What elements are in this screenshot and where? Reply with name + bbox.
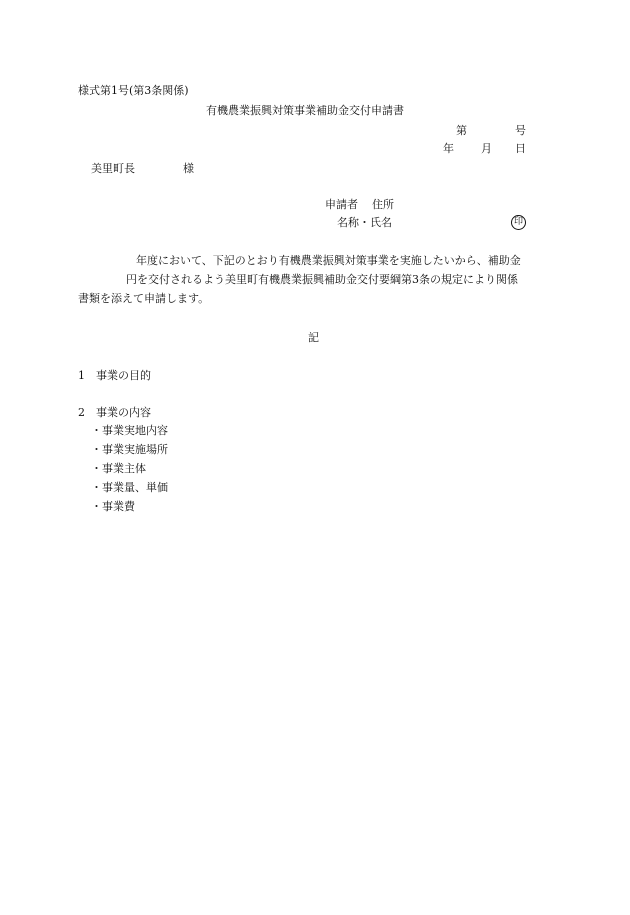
body-line-3: 書類を添えて申請します。 bbox=[78, 292, 210, 305]
doc-number-suffix: 号 bbox=[515, 124, 526, 137]
body-line-1: 年度において、下記のとおり有機農業振興対策事業を実施したいから、補助金 bbox=[136, 254, 521, 267]
list-item: ・事業費 bbox=[91, 500, 135, 513]
date-day-label: 日 bbox=[515, 142, 526, 155]
addressee-honorific: 様 bbox=[183, 162, 194, 175]
list-item: ・事業量、単価 bbox=[91, 481, 168, 494]
list-item: ・事業実地内容 bbox=[91, 424, 168, 437]
date-month-label: 月 bbox=[481, 142, 492, 155]
body-line-2: 円を交付されるよう美里町有機農業振興補助金交付要綱第3条の規定により関係 bbox=[126, 273, 518, 286]
list-item: ・事業主体 bbox=[91, 462, 146, 475]
applicant-name-label: 名称・氏名 bbox=[337, 216, 392, 229]
section-2-contents: 2 事業の内容 bbox=[78, 406, 151, 419]
section-1-purpose: 1 事業の目的 bbox=[78, 369, 151, 382]
list-item: ・事業実施場所 bbox=[91, 443, 168, 456]
date-year-label: 年 bbox=[443, 142, 454, 155]
document-title: 有機農業振興対策事業補助金交付申請書 bbox=[206, 104, 404, 117]
doc-number-prefix: 第 bbox=[456, 124, 467, 137]
ki-heading: 記 bbox=[308, 331, 319, 344]
seal-mark: 印 bbox=[511, 215, 526, 230]
form-number: 様式第1号(第3条関係) bbox=[78, 84, 189, 97]
addressee: 美里町長 bbox=[91, 162, 135, 175]
applicant-address-label: 住所 bbox=[372, 198, 394, 211]
applicant-label: 申請者 bbox=[325, 198, 358, 211]
